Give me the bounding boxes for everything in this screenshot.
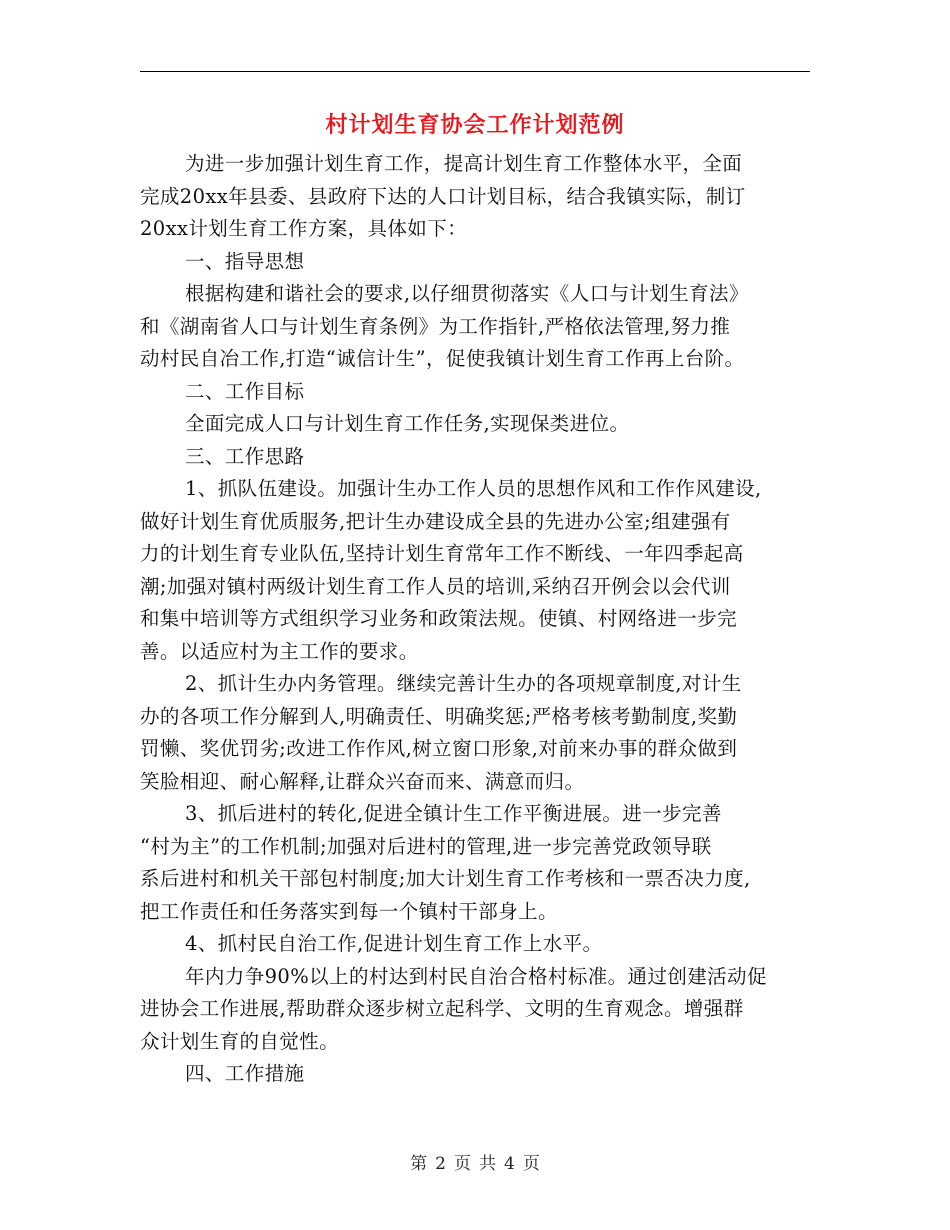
text-line: 一、指导思想	[185, 249, 305, 273]
text-line: 完成20xx年县委、县政府下达的人口计划目标，结合我镇实际，制订	[140, 184, 746, 208]
header-rule	[140, 71, 810, 72]
text-line: 罚懒、奖优罚劣;改进工作作风,树立窗口形象,对前来办事的群众做到	[140, 737, 738, 760]
text-line: 善。以适应村为主工作的要求。	[140, 639, 419, 663]
text-line: 1、抓队伍建设。加强计生办工作人员的思想作风和工作作风建设,	[185, 477, 762, 500]
text-line: 笑脸相迎、耐心解释,让群众兴奋而来、满意而归。	[140, 769, 585, 793]
text-line: 和《湖南省人口与计划生育条例》为工作指针,严格依法管理,努力推	[140, 314, 731, 338]
text-line: 办的各项工作分解到人,明确责任、明确奖惩;严格考核考勤制度,奖勤	[140, 704, 738, 728]
text-line: 把工作责任和任务落实到每一个镇村干部身上。	[140, 899, 558, 923]
footer-total-pages: 4	[504, 1154, 515, 1174]
text-line: 根据构建和谐社会的要求,以仔细贯彻落实《人口与计划生育法》	[185, 282, 749, 305]
text-line: 四、工作措施	[185, 1062, 305, 1085]
footer-word-ye-2: 页	[522, 1154, 540, 1174]
footer-word-gong: 共	[479, 1154, 496, 1174]
text-line: “村为主”的工作机制;加强对后进村的管理,进一步完善党政领导联	[140, 834, 712, 858]
text-line: 3、抓后进村的转化,促进全镇计生工作平衡进展。进一步完善	[185, 802, 722, 825]
footer-word-di: 第	[410, 1154, 428, 1174]
text-line: 进协会工作进展,帮助群众逐步树立起科学、文明的生育观念。增强群	[140, 997, 744, 1020]
text-line: 4、抓村民自治工作,促进计划生育工作上水平。	[185, 932, 603, 955]
document-title: 村计划生育协会工作计划范例	[325, 112, 625, 138]
text-line: 全面完成人口与计划生育工作任务,实现保类进位。	[185, 412, 630, 435]
text-line: 众计划生育的自觉性。	[140, 1029, 340, 1053]
text-line: 二、工作目标	[185, 379, 305, 403]
text-line: 系后进村和机关干部包村制度;加大计划生育工作考核和一票否决力度,	[140, 867, 751, 890]
text-line: 动村民自冶工作,打造“诚信计生”，促使我镇计划生育工作再上台阶。	[140, 347, 745, 370]
text-line: 为进一步加强计划生育工作，提高计划生育工作整体水平，全面	[185, 152, 743, 175]
text-line: 2、抓计生办内务管理。继续完善计生办的各项规章制度,对计生	[185, 672, 742, 695]
document-body	[140, 148, 812, 1091]
text-line: 20xx计划生育工作方案，具体如下：	[140, 217, 468, 240]
footer-word-ye: 页	[454, 1154, 471, 1174]
text-line: 做好计划生育优质服务,把计生办建设成全县的先进办公室;组建强有	[140, 509, 731, 533]
page-footer	[0, 1152, 950, 1176]
text-line: 和集中培训等方式组织学习业务和政策法规。使镇、村网络进一步完	[140, 607, 738, 630]
text-line: 潮;加强对镇村两级计划生育工作人员的培训,采纳召开例会以会代训	[140, 574, 731, 598]
text-line: 力的计划生育专业队伍,坚持计划生育常年工作不断线、一年四季起高	[140, 542, 744, 565]
footer-current-page: 2	[435, 1154, 446, 1174]
text-line: 年内力争90%以上的村达到村民自治合格村标准。通过创建活动促	[185, 964, 767, 988]
text-line: 三、工作思路	[185, 444, 305, 468]
